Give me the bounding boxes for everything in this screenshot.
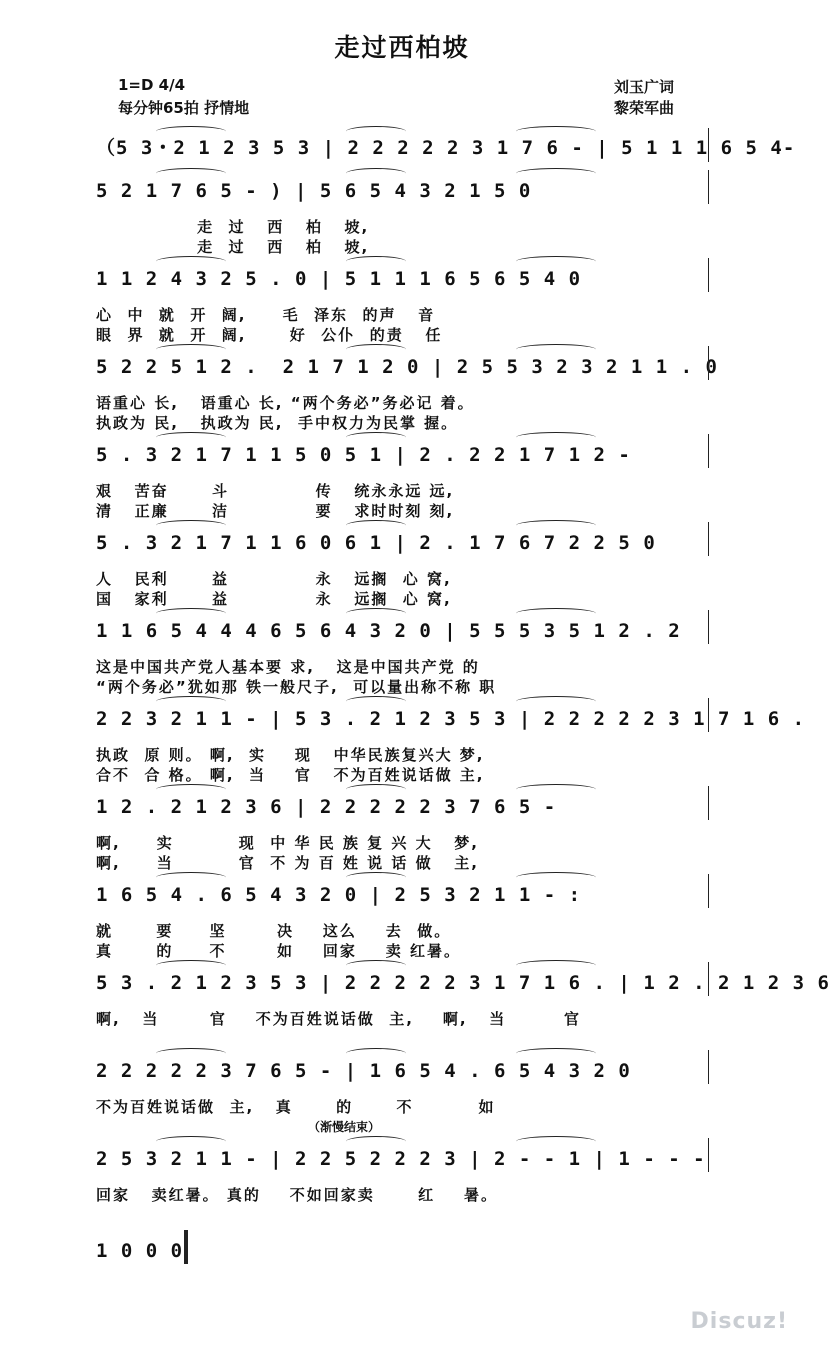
lyric-verse-2: 真 的 不 如 回家 卖 红暑。 [96, 942, 461, 960]
notation-text: 2 2 2 2 2 3 7 6 5 - | 1 6 5 4 . 6 5 4 3 2 0 [96, 1060, 631, 1082]
lyric-verse-1: 啊, 当 官 不为百姓说话做 主, 啊, 当 官 [96, 1010, 581, 1028]
slur-arc [516, 1136, 596, 1147]
slur-arc [516, 784, 596, 795]
barline [708, 170, 709, 204]
slur-arc [346, 256, 406, 267]
slur-arc [156, 126, 226, 137]
lyric-verse-2: “两个务必”犹如那 铁一般尺子, 可以量出称不称 职 [96, 678, 497, 696]
slur-arc [346, 696, 406, 707]
notation-text: 2 2 3 2 1 1 - | 5 3 . 2 1 2 3 5 3 | 2 2 2 2 2 3 1 7 1 6 . [96, 708, 806, 730]
slur-arc [156, 256, 226, 267]
slur-arc [346, 1136, 406, 1147]
lyric-verse-2: 清 正廉 洁 要 求时时刻 刻, [96, 502, 455, 520]
slur-arc [516, 168, 596, 179]
lyric-verse-1: 回家 卖红暑。 真的 不如回家卖 红 暑。 [96, 1186, 499, 1204]
slur-arc [516, 432, 596, 443]
slur-arc [156, 520, 226, 531]
barline [708, 522, 709, 556]
notation-text: 1 6 5 4 . 6 5 4 3 2 0 | 2 5 3 2 1 1 - : [96, 884, 582, 906]
song-title: 走过西柏坡 [334, 33, 470, 62]
barline [708, 128, 709, 162]
slur-arc [346, 872, 406, 883]
notation-text: 5 . 3 2 1 7 1 1 6 0 6 1 | 2 . 1 7 6 7 2 2 5 0 [96, 532, 656, 554]
slur-arc [156, 608, 226, 619]
barline [708, 1138, 709, 1172]
slur-arc [346, 1048, 406, 1059]
notation-text: 5 . 3 2 1 7 1 1 5 0 5 1 | 2 . 2 2 1 7 1 2 - [96, 444, 631, 466]
lyricist-credit: 刘玉广词 [614, 78, 675, 96]
barline [708, 962, 709, 996]
slur-arc [346, 520, 406, 531]
notation-text: 5 3 . 2 1 2 3 5 3 | 2 2 2 2 2 3 1 7 1 6 . | 1 2 . 2 1 2 3 6 [96, 972, 830, 994]
barline [708, 1050, 709, 1084]
slur-arc [346, 126, 406, 137]
lyric-verse-2: 啊, 当 官 不 为 百 姓 说 话 做 主, [96, 854, 479, 872]
lyric-verse-1: 这是中国共产党人基本要 求, 这是中国共产党 的 [96, 658, 480, 676]
lyric-verse-2: 执政为 民, 执政为 民, 手中权力为民掌 握。 [96, 414, 459, 432]
notation-text: 1 1 6 5 4 4 4 6 5 6 4 3 2 0 | 5 5 5 3 5 1 2 . 2 [96, 620, 681, 642]
slur-arc [346, 784, 406, 795]
slur-arc [156, 784, 226, 795]
notation-text: 2 5 3 2 1 1 - | 2 2 5 2 2 2 3 | 2 - - 1 | 1 - - - [96, 1148, 706, 1170]
lyric-verse-1: 就 要 坚 决 这么 去 做。 [96, 922, 452, 940]
lyric-verse-1: 语重心 长, 语重心 长, “两个务必”务必记 着。 [96, 394, 475, 412]
notation-text: 1 0 0 0 [96, 1240, 184, 1262]
slur-arc [516, 126, 596, 137]
score-line [96, 1222, 710, 1354]
slur-arc [156, 960, 226, 971]
barline [708, 610, 709, 644]
slur-arc [346, 432, 406, 443]
slur-arc [516, 520, 596, 531]
lyric-verse-1: 心 中 就 开 阔, 毛 泽东 的声 音 [96, 306, 436, 324]
slur-arc [346, 168, 406, 179]
barline [708, 874, 709, 908]
slur-arc [156, 1136, 226, 1147]
watermark-logo: Discuz! [690, 1309, 788, 1334]
barline [708, 258, 709, 292]
notation-text: （5 3・2 1 2 3 5 3 | 2 2 2 2 2 3 1 7 6 - | 5 1 1 1 6 5 4- [96, 137, 796, 159]
lyric-verse-2: 合不 合 格。 啊, 当 官 不为百姓说话做 主, [96, 766, 485, 784]
lyric-verse-2: 眼 界 就 开 阔, 好 公仆 的责 任 [96, 326, 443, 344]
slur-arc [156, 432, 226, 443]
slur-arc [156, 168, 226, 179]
notation-text: 1 1 2 4 3 2 5 . 0 | 5 1 1 1 6 5 6 5 4 0 [96, 268, 582, 290]
lyric-verse-2: 走 过 西 柏 坡, [96, 238, 370, 256]
slur-arc [516, 256, 596, 267]
slur-arc [516, 696, 596, 707]
slur-arc [156, 1048, 226, 1059]
lyric-verse-2: 国 家利 益 永 远搁 心 窝, [96, 590, 452, 608]
final-barline [184, 1230, 188, 1264]
lyric-verse-1: 人 民利 益 永 远搁 心 窝, [96, 570, 452, 588]
tempo-annotation: （渐慢结束） [308, 1120, 381, 1134]
notation-text: 1 2 . 2 1 2 3 6 | 2 2 2 2 2 3 7 6 5 - [96, 796, 557, 818]
slur-arc [516, 344, 596, 355]
notation-text: 5 2 2 5 1 2 . 2 1 7 1 2 0 | 2 5 5 3 2 3 2 1 1 . 0 [96, 356, 718, 378]
barline [708, 698, 709, 732]
tempo-marking: 每分钟65拍 抒情地 [118, 99, 250, 117]
slur-arc [516, 872, 596, 883]
barline [708, 346, 709, 380]
slur-arc [346, 608, 406, 619]
lyric-verse-1: 不为百姓说话做 主, 真 的 不 如 [96, 1098, 496, 1116]
slur-arc [346, 960, 406, 971]
slur-arc [156, 872, 226, 883]
slur-arc [346, 344, 406, 355]
key-time-signature: 1=D 4/4 [118, 76, 186, 94]
slur-arc [516, 1048, 596, 1059]
lyric-verse-1: 艰 苦奋 斗 传 统永永远 远, [96, 482, 455, 500]
composer-credit: 黎荣军曲 [614, 99, 675, 117]
barline [708, 434, 709, 468]
lyric-verse-1: 走 过 西 柏 坡, [96, 218, 370, 236]
slur-arc [156, 696, 226, 707]
lyric-verse-1: 啊, 实 现 中 华 民 族 复 兴 大 梦, [96, 834, 479, 852]
slur-arc [516, 960, 596, 971]
slur-arc [516, 608, 596, 619]
lyric-verse-1: 执政 原 则。 啊, 实 现 中华民族复兴大 梦, [96, 746, 485, 764]
barline [708, 786, 709, 820]
slur-arc [156, 344, 226, 355]
notation-text: 5 2 1 7 6 5 - ) | 5 6 5 4 3 2 1 5 0 [96, 180, 532, 202]
